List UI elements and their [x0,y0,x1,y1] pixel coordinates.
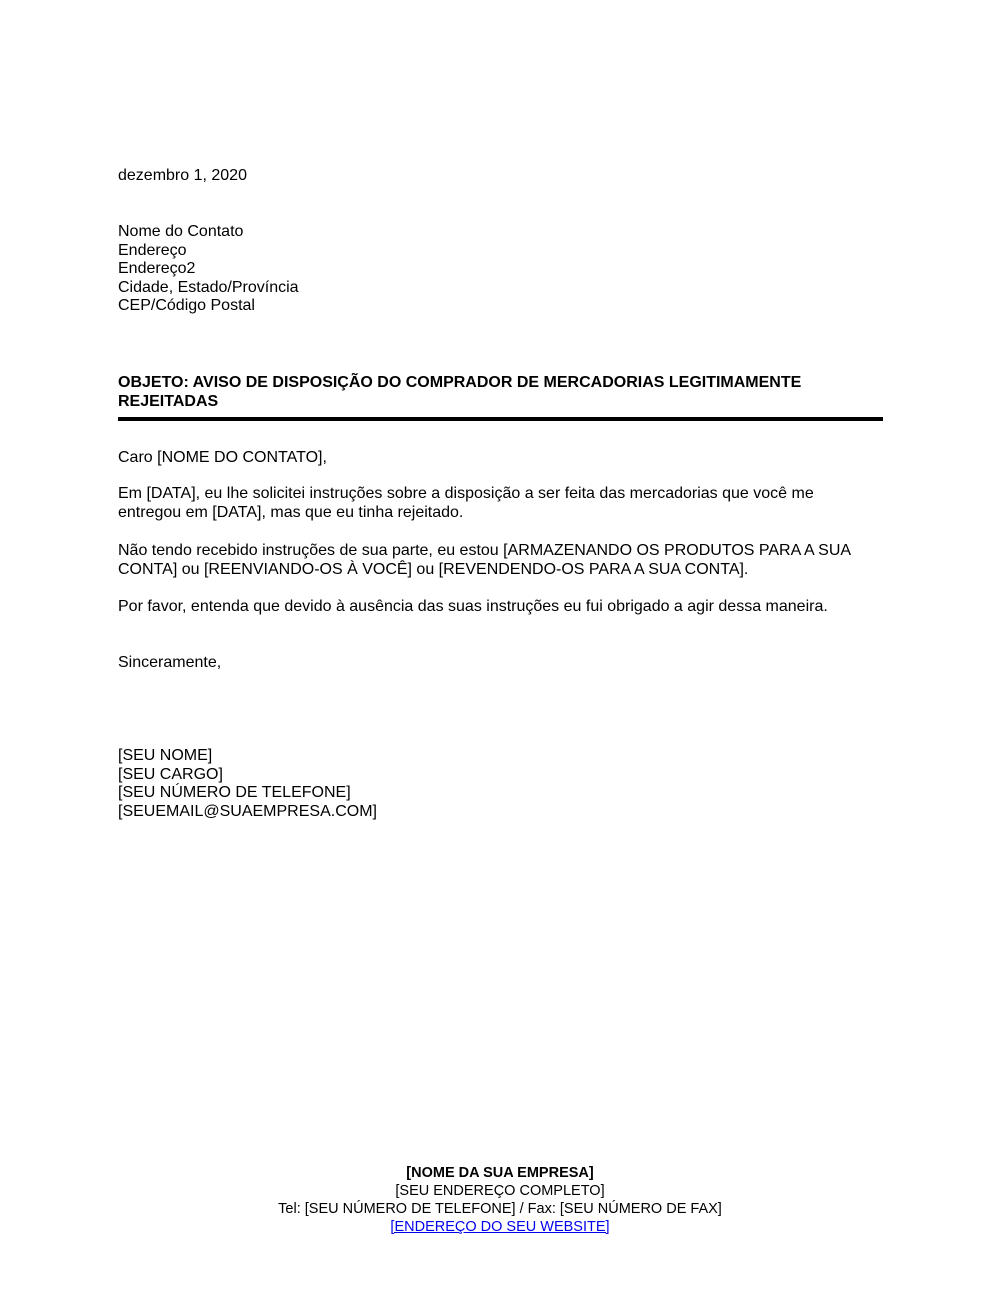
salutation: Caro [NOME DO CONTATO], [118,449,327,466]
recipient-name: Nome do Contato [118,223,244,240]
paragraph-1-line-1: Em [DATA], eu lhe solicitei instruções sobre a disposição a ser feita das mercadorias que você me [118,485,814,502]
recipient-address [118,223,299,316]
signature-block [118,747,377,821]
subject-line-2: REJEITADAS [118,393,219,410]
letter-page [118,0,883,1290]
recipient-address-line1: Endereço [118,241,187,259]
closing: Sinceramente, [118,654,222,671]
recipient-address-line2: Endereço2 [118,260,196,277]
footer-contact: Tel: [SEU NÚMERO DE TELEFONE] / Fax: [SEU NÚMERO DE FAX] [278,1201,722,1217]
subject-divider [118,417,883,421]
paragraph-3-line-1: Por favor, entenda que devido à ausência das suas instruções eu fui obrigado a agir dessa maneira. [118,598,828,615]
paragraph-2-line-1: Não tendo recebido instruções de sua parte, eu estou [ARMAZENANDO OS PRODUTOS PARA A SUA [118,542,852,559]
subject-line-1: OBJETO: AVISO DE DISPOSIÇÃO DO COMPRADOR DE MERCADORIAS LEGITIMAMENTE [118,374,802,391]
footer-address: [SEU ENDEREÇO COMPLETO] [395,1183,605,1199]
footer-website-link[interactable]: [ENDEREÇO DO SEU WEBSITE] [390,1219,610,1235]
body-paragraph-1 [118,485,814,522]
footer-company-name: [NOME DA SUA EMPRESA] [406,1165,594,1181]
letterhead-footer [0,1164,1000,1236]
recipient-city-state: Cidade, Estado/Província [118,278,299,296]
body-paragraph-3 [118,598,828,617]
signature-email: [SEUEMAIL@SUAEMPRESA.COM] [118,802,377,820]
signature-title: [SEU CARGO] [118,765,223,783]
recipient-postal-code: CEP/Código Postal [118,297,255,314]
signature-phone: [SEU NÚMERO DE TELEFONE] [118,784,351,801]
subject-heading [118,373,801,411]
signature-name: [SEU NOME] [118,747,213,764]
paragraph-2-line-2: CONTA] ou [REENVIANDO-OS À VOCÊ] ou [REVENDENDO-OS PARA A SUA CONTA]. [118,560,749,578]
letter-date: dezembro 1, 2020 [118,167,247,184]
body-paragraph-2 [118,542,851,579]
paragraph-1-line-2: entregou em [DATA], mas que eu tinha rejeitado. [118,503,464,521]
